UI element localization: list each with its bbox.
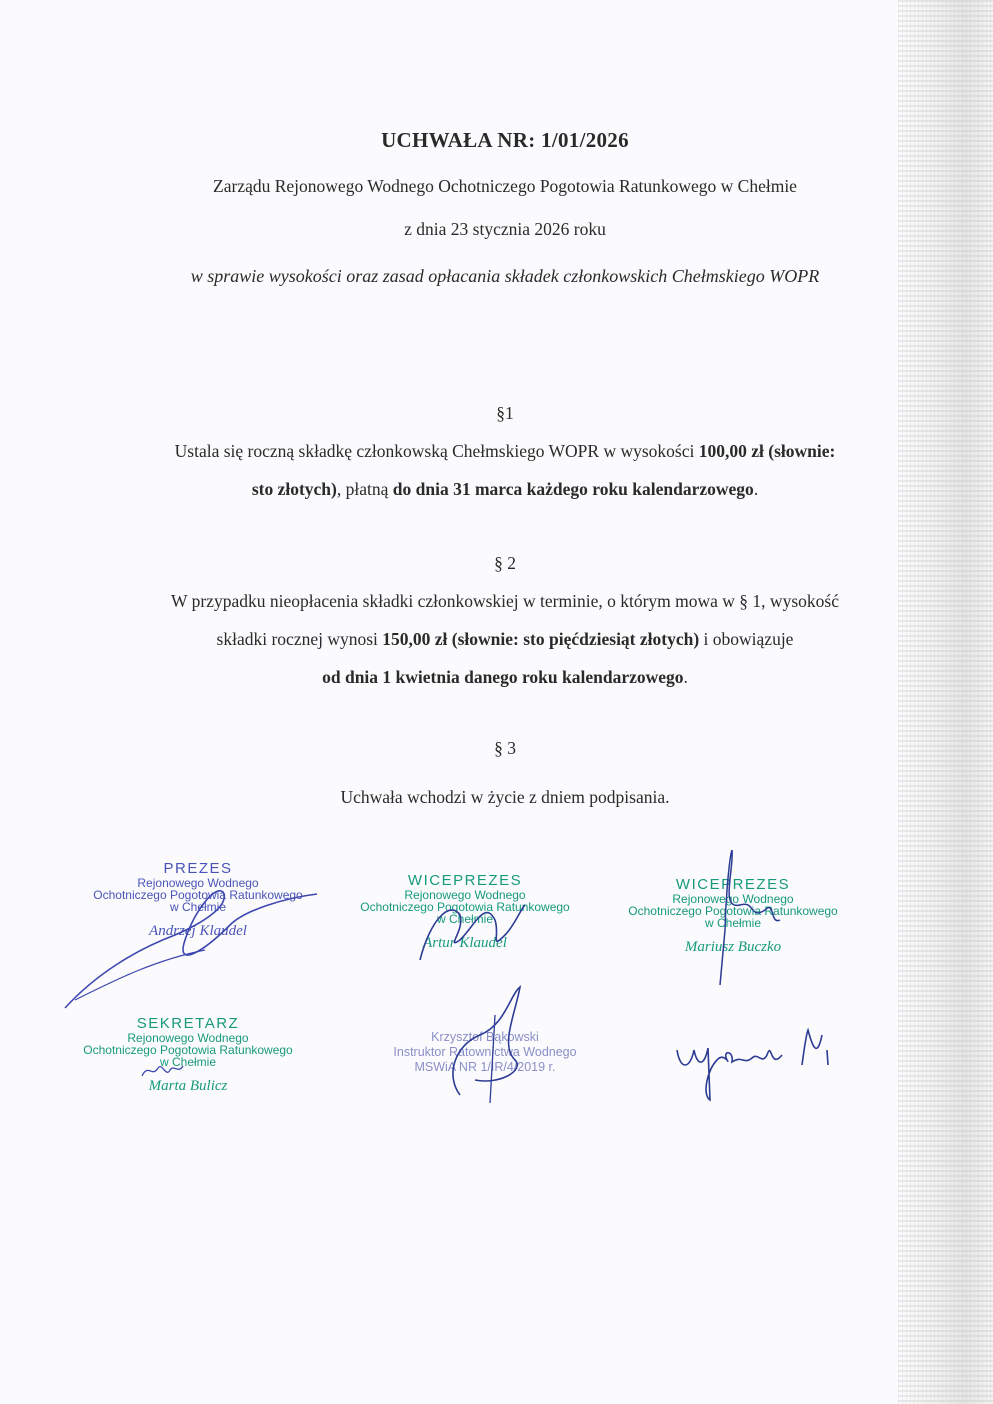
signature-third <box>672 1020 832 1105</box>
stamp-line1: Rejonowego Wodnego <box>404 888 526 902</box>
stamp-prezes <box>78 860 318 940</box>
section-1-line2-bold-a: sto złotych) <box>251 479 337 499</box>
section-1-line1-plain: Ustala się roczną składkę członkowską Chełmskiego WOPR w wysokości <box>174 441 699 461</box>
document-title: UCHWAŁA NR: 1/01/2026 <box>381 128 629 152</box>
section-3-text: Uchwała wchodzi w życie z dniem podpisania. <box>340 787 670 807</box>
document-date: z dnia 23 stycznia 2026 roku <box>404 219 606 239</box>
section-2-line2-plain-b: i obowiązuje <box>699 629 794 649</box>
stamp-line2: Instruktor Ratownictwa Wodnego <box>393 1045 577 1059</box>
scan-edge <box>898 0 993 1404</box>
stamp-sekretarz <box>82 1015 294 1095</box>
document-issuer: Zarządu Rejonowego Wodnego Ochotniczego Pogotowia Ratunkowego w Chełmie <box>213 176 797 196</box>
stamp-line3: w Chełmie <box>704 916 761 930</box>
section-2-line3-bold: od dnia 1 kwietnia danego roku kalendarzowego <box>322 667 684 687</box>
stamp-line1: Krzysztof Bąkowski <box>431 1030 539 1044</box>
stamp-line3: w Chełmie <box>169 900 226 914</box>
section-1-text <box>0 432 993 508</box>
section-1-line2-bold-b: do dnia 31 marca każdego roku kalendarzowego <box>392 479 754 499</box>
stamp-line2: Ochotniczego Pogotowia Ratunkowego <box>360 900 570 914</box>
stamp-wiceprezes-2 <box>622 876 844 956</box>
stamp-name: Andrzej Klaudel <box>149 923 247 939</box>
stamp-role: WICEPREZES <box>407 872 523 889</box>
stamp-name: Mariusz Buczko <box>684 939 782 955</box>
stamp-line2: Ochotniczego Pogotowia Ratunkowego <box>93 888 303 902</box>
stamp-line1: Rejonowego Wodnego <box>137 876 259 890</box>
stamp-line2: Ochotniczego Pogotowia Ratunkowego <box>83 1043 293 1057</box>
stamp-name: Artur Klaudel <box>423 935 507 951</box>
stamp-instructor <box>390 1030 580 1075</box>
stamp-line3: MSWiA NR 1/IR/4/2019 r. <box>414 1060 556 1074</box>
section-2-line2-bold: 150,00 zł (słownie: sto pięćdziesiąt złotych) <box>382 629 700 649</box>
section-2-line3-plain: . <box>683 667 688 687</box>
stamp-role: PREZES <box>163 860 233 877</box>
section-1-line2-plain-b: . <box>753 479 759 499</box>
stamp-role: SEKRETARZ <box>136 1015 240 1032</box>
stamp-wiceprezes-1 <box>355 872 575 952</box>
stamp-line2: Ochotniczego Pogotowia Ratunkowego <box>628 904 838 918</box>
section-1-line1-bold: 100,00 zł (słownie: <box>698 441 836 461</box>
stamp-role: WICEPREZES <box>675 876 791 893</box>
section-1-mark: §1 <box>496 403 514 423</box>
section-3-mark: § 3 <box>494 738 516 758</box>
section-2-line2-plain-a: składki rocznej wynosi <box>216 629 383 649</box>
section-2-line1: W przypadku nieopłacenia składki członkowskiej w terminie, o którym mowa w § 1, wysokość <box>171 591 839 611</box>
stamp-line3: w Chełmie <box>159 1055 216 1069</box>
stamp-line1: Rejonowego Wodnego <box>127 1031 249 1045</box>
stamp-name: Marta Bulicz <box>148 1078 228 1094</box>
section-2-text <box>0 582 993 696</box>
stamp-line1: Rejonowego Wodnego <box>672 892 794 906</box>
section-2-mark: § 2 <box>494 553 516 573</box>
stamp-line3: w Chełmie <box>436 912 493 926</box>
section-1-line2-plain-a: , płatną <box>336 479 393 499</box>
document-subject: w sprawie wysokości oraz zasad opłacania składek członkowskich Chełmskiego WOPR <box>190 266 820 286</box>
